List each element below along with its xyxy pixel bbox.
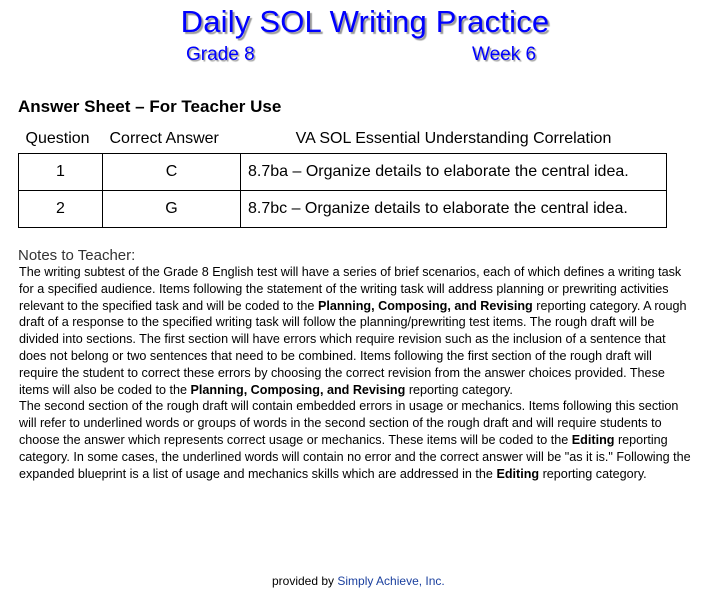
- table-row: [19, 154, 667, 191]
- question-number: 2: [19, 191, 103, 228]
- answer-sheet-heading: Answer Sheet – For Teacher Use: [18, 97, 282, 116]
- notes-text: reporting category. In some cases, the underlined words will contain no error and the correct answer will be "as it is." Following the expanded blueprint is a list of usage and mechanics skills which are addressed in the: [19, 432, 691, 481]
- page-title: Daily SOL Writing Practice: [180, 4, 550, 39]
- reporting-category-term: Editing: [571, 432, 615, 447]
- notes-body: [19, 264, 691, 482]
- notes-text: The second section of the rough draft will contain embedded errors in usage or mechanics. Items following this section will refer to underlined words or groups of words in the second section of the rough draft and will require students to choose the answer which represents correct usage or mechanics. These items will be coded to the: [19, 399, 679, 447]
- reporting-category-term: Planning, Composing, and Revising: [190, 382, 406, 397]
- table-header-row: [19, 125, 667, 154]
- notes-heading: Notes to Teacher:: [18, 247, 136, 264]
- column-header-correlation: VA SOL Essential Understanding Correlation: [241, 125, 667, 154]
- answer-table: [18, 125, 667, 228]
- grade-label: Grade 8: [186, 44, 255, 65]
- brand-name: Simply Achieve, Inc.: [337, 574, 445, 588]
- sol-correlation: 8.7bc – Organize details to elaborate the central idea.: [241, 191, 667, 228]
- question-number: 1: [19, 154, 103, 191]
- table-row: [19, 191, 667, 228]
- reporting-category-term: Editing: [496, 466, 540, 481]
- reporting-category-term: Planning, Composing, and Revising: [317, 298, 533, 313]
- sol-correlation: 8.7ba – Organize details to elaborate the central idea.: [241, 154, 667, 191]
- notes-text: reporting category.: [539, 466, 647, 481]
- notes-paragraph: [19, 398, 691, 482]
- footer-prefix: provided by: [272, 574, 338, 588]
- week-label: Week 6: [472, 44, 537, 65]
- notes-text: reporting category. A rough draft of a response to the specified writing task will follow the planning/prewriting test items. The rough draft will be divided into sections. The first section will have errors which require revision such as the inclusion of a sentence that does not belong or two sentences that need to be combined. Items following the first section of the rough draft will require the student to correct these errors by choosing the correct revision from the answer choices provided. These items will also be coded to the: [19, 298, 687, 397]
- notes-text: reporting category.: [405, 382, 513, 397]
- notes-text: The writing subtest of the Grade 8 English test will have a series of brief scenarios, each of which defines a writing task for a specified audience. Items following the statement of the writing task will address planning or prewriting activities relevant to the specified task and will be coded to the: [19, 265, 682, 313]
- column-header-correct-answer: Correct Answer: [103, 125, 241, 154]
- column-header-question: Question: [19, 125, 103, 154]
- footer-credit: [272, 574, 445, 588]
- notes-paragraph: [19, 264, 691, 398]
- correct-answer: C: [103, 154, 241, 191]
- correct-answer: G: [103, 191, 241, 228]
